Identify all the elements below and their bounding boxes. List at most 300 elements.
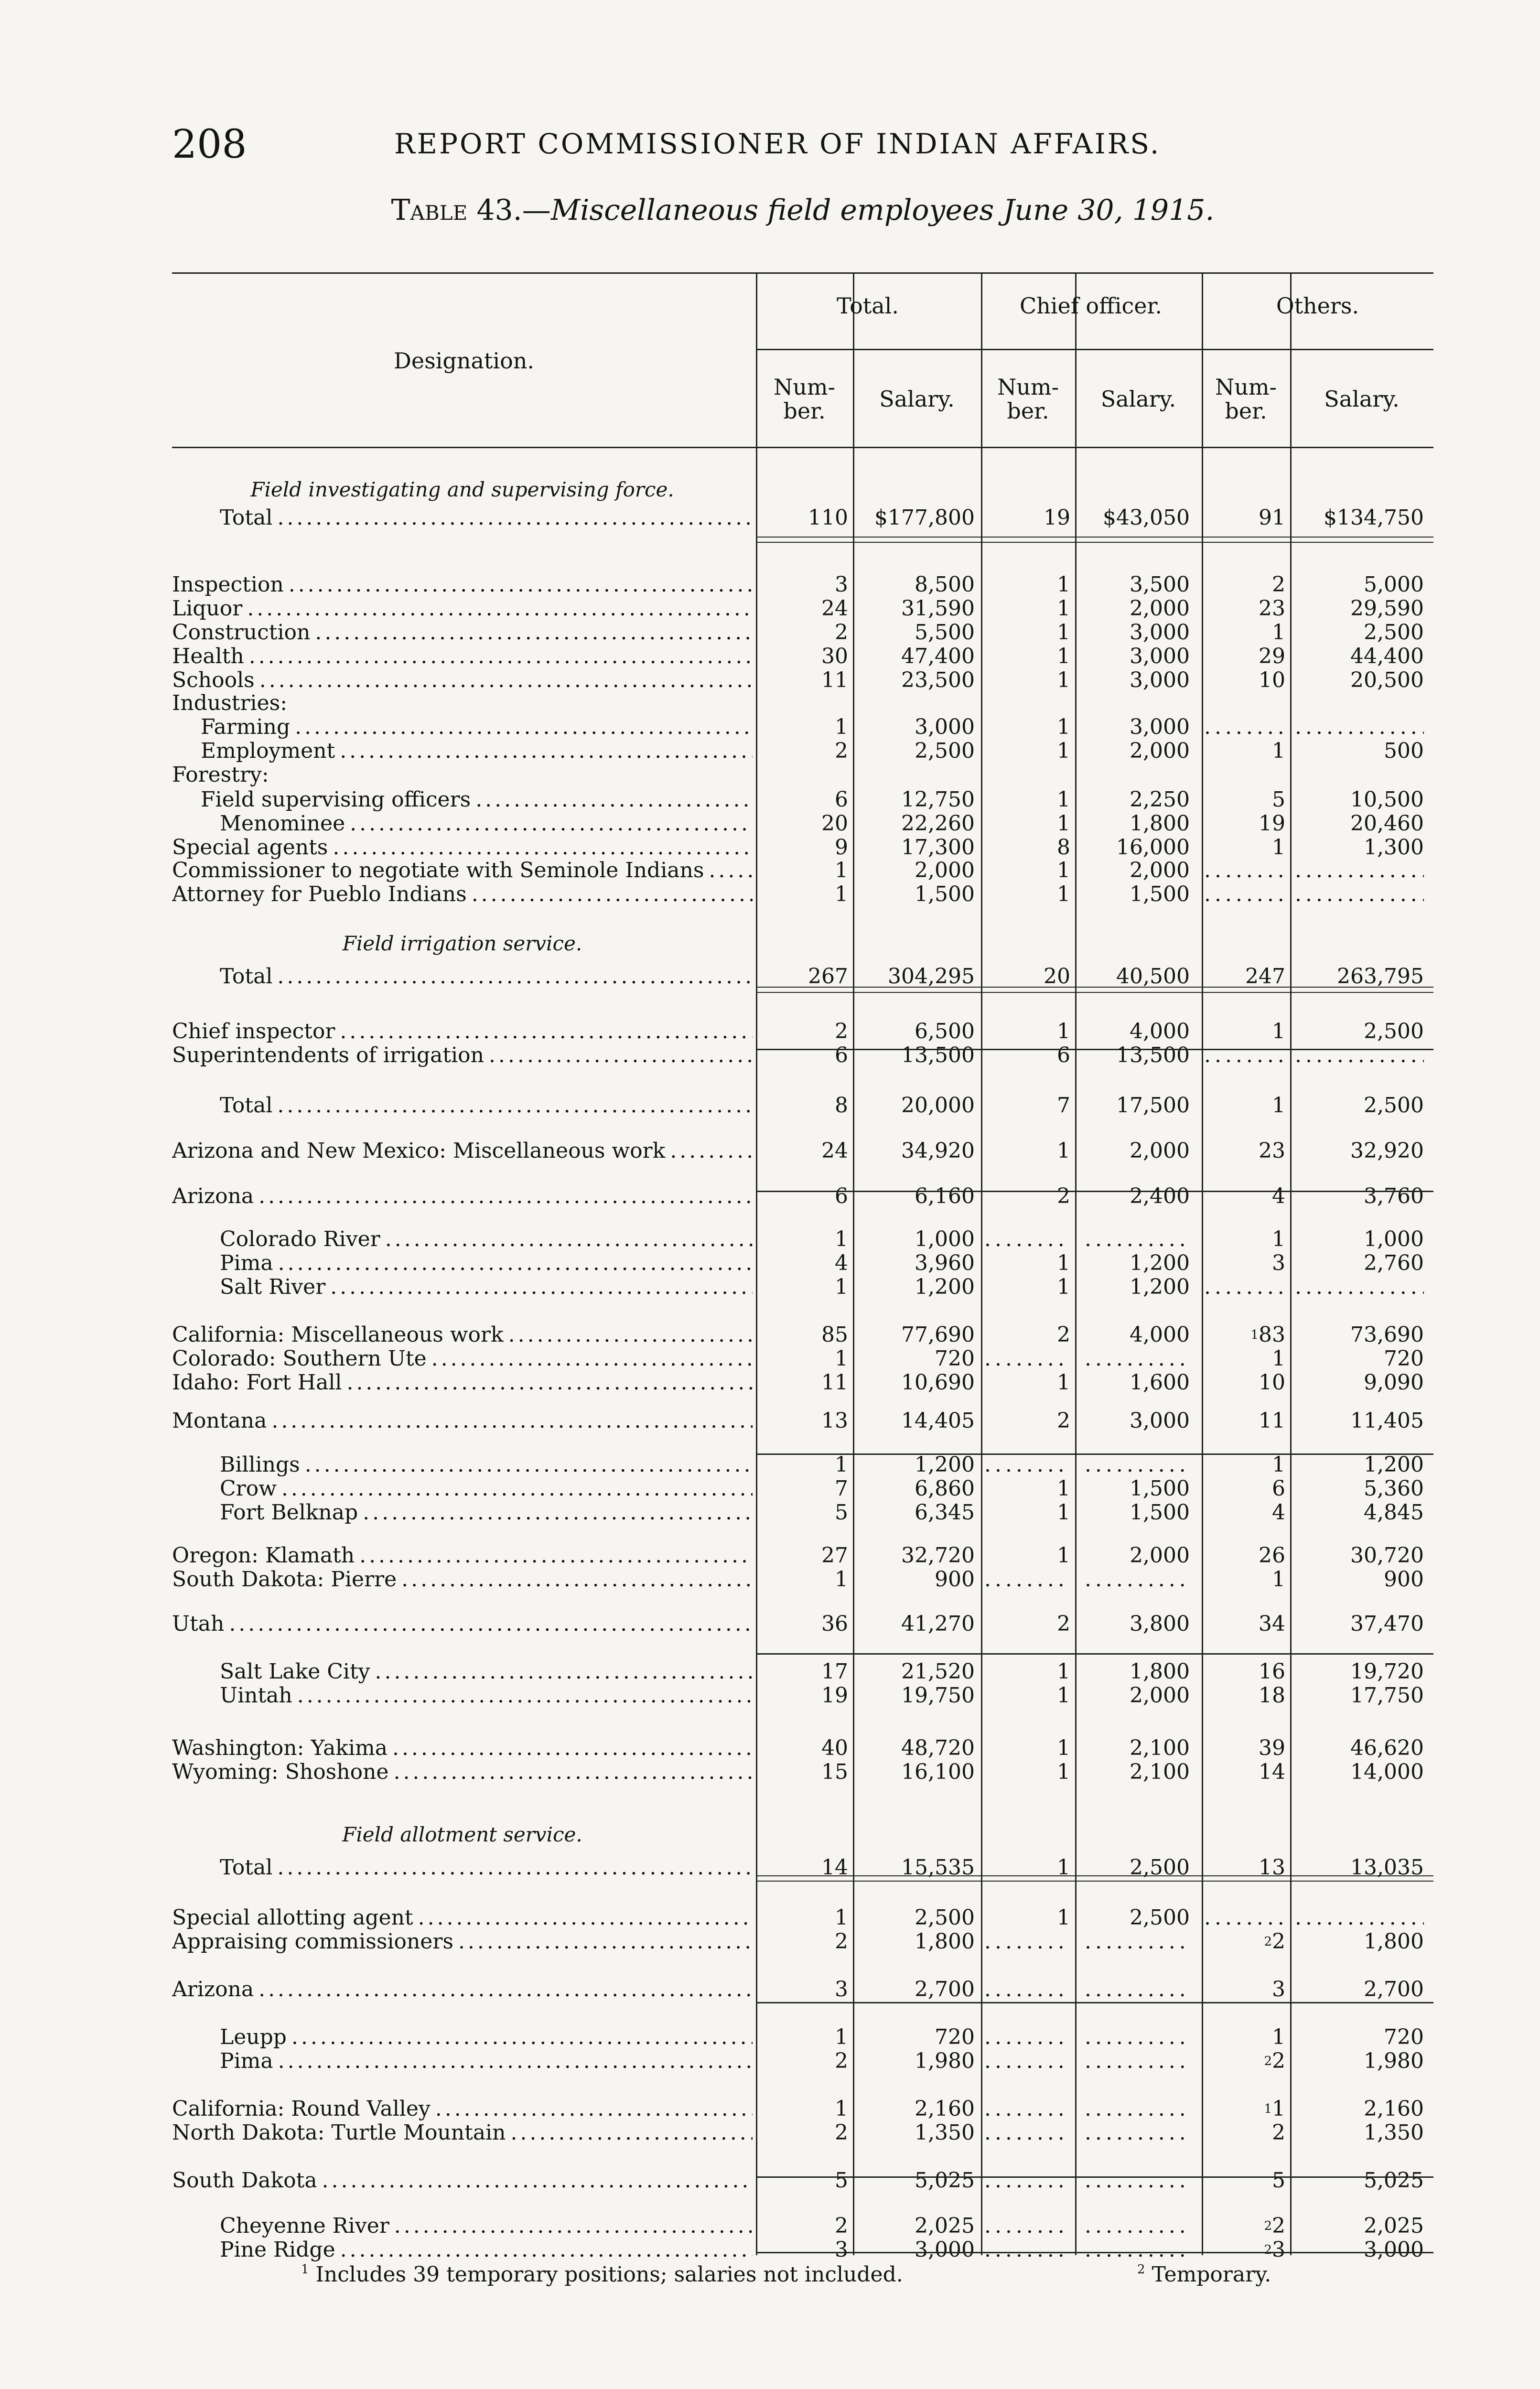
number-cell — [760, 1906, 848, 1929]
table-row — [172, 764, 1433, 786]
cell-value: 3,000 — [1364, 2238, 1424, 2262]
cell-value: 37,470 — [1350, 1612, 1424, 1636]
empty-cell-dots — [1295, 883, 1424, 906]
empty-cell-dots — [1085, 2050, 1190, 2073]
cell-value: 32,920 — [1350, 1139, 1424, 1163]
number-cell — [1204, 1930, 1285, 1953]
table-row — [172, 859, 1433, 882]
salary-cell — [1295, 669, 1424, 692]
cell-value: 44,400 — [1350, 644, 1424, 668]
cell-value: 83 — [1259, 1323, 1285, 1347]
designation-cell: Leupp . . . — [172, 2026, 753, 2049]
cell-value: 27 — [821, 1543, 848, 1568]
table-row — [172, 2238, 1433, 2261]
cell-value: $134,750 — [1324, 506, 1424, 530]
salary-cell — [1085, 1761, 1190, 1784]
table-row — [172, 2169, 1433, 2192]
number-cell — [984, 1761, 1070, 1784]
salary-cell — [860, 2121, 975, 2144]
designation-cell: South Dakota: Pierre . . . — [172, 1568, 753, 1591]
cell-value: 5 — [1272, 2168, 1285, 2193]
designation-cell: Liquor . . . — [172, 597, 753, 620]
cell-value: 34,920 — [901, 1139, 975, 1163]
cell-value: 3,500 — [1130, 572, 1190, 597]
empty-cell-dots — [1085, 1930, 1190, 1953]
table-row — [172, 812, 1433, 835]
table-row — [172, 1410, 1433, 1432]
number-cell — [984, 812, 1070, 835]
cell-value: $177,800 — [874, 506, 975, 530]
cell-value: 1 — [835, 715, 848, 739]
salary-cell — [860, 1568, 975, 1591]
cell-value: 1 — [835, 1275, 848, 1299]
empty-cell-dots — [1204, 883, 1285, 906]
cell-value: 5,025 — [1364, 2168, 1424, 2193]
table-row — [172, 573, 1433, 596]
cell-value: 2,500 — [1364, 620, 1424, 645]
cell-value: 720 — [935, 1346, 975, 1371]
number-cell — [1204, 1761, 1285, 1784]
number-cell — [1204, 1453, 1285, 1476]
cell-value: 2,500 — [915, 739, 975, 763]
empty-cell-dots — [1295, 716, 1424, 739]
table-row — [172, 1371, 1433, 1394]
salary-cell — [860, 965, 975, 988]
designation-cell: Pima . . . — [172, 1252, 753, 1275]
cell-value: 2 — [1057, 1612, 1070, 1636]
cell-value: 1 — [1057, 882, 1070, 906]
table-row — [172, 1477, 1433, 1500]
number-cell — [1204, 573, 1285, 596]
empty-cell-dots — [984, 1568, 1070, 1591]
cell-value: 2 — [835, 620, 848, 645]
cell-value: 2 — [1272, 572, 1285, 597]
cell-value: 2,000 — [1130, 739, 1190, 763]
cell-value: 10,690 — [901, 1370, 975, 1395]
empty-cell-dots — [1085, 2169, 1190, 2192]
cell-value: 4 — [1272, 1500, 1285, 1525]
salary-cell — [1085, 1044, 1190, 1067]
double-rule — [756, 1875, 1433, 1882]
footnote-2 — [1137, 2262, 1271, 2287]
cell-value: 8 — [835, 1093, 848, 1118]
cell-value: 2,700 — [915, 1977, 975, 2002]
number-cell — [1204, 1544, 1285, 1567]
number-cell — [984, 1324, 1070, 1346]
empty-cell-dots — [1085, 1347, 1190, 1370]
cell-value: 13 — [821, 1409, 848, 1433]
cell-value: 20,500 — [1350, 668, 1424, 692]
salary-cell — [860, 1501, 975, 1524]
salary-cell — [1295, 2026, 1424, 2049]
cell-value: 263,795 — [1337, 964, 1424, 989]
salary-cell — [860, 1453, 975, 1476]
cell-value: 6,500 — [915, 1019, 975, 1044]
number-cell — [1204, 2050, 1285, 2073]
table-row — [172, 1347, 1433, 1370]
cell-value: 2,160 — [915, 2097, 975, 2121]
header-rule — [756, 349, 1433, 350]
cell-value: 1 — [835, 1453, 848, 1477]
number-cell — [760, 597, 848, 620]
cell-value: 1,500 — [1130, 882, 1190, 906]
salary-cell — [1085, 1020, 1190, 1043]
group-rule — [756, 2002, 1433, 2003]
number-cell — [760, 1684, 848, 1707]
empty-cell-dots — [984, 2169, 1070, 2192]
cell-value: 247 — [1245, 964, 1285, 989]
table-row — [172, 1978, 1433, 2001]
salary-cell — [1085, 883, 1190, 906]
cell-value: 13,500 — [901, 1043, 975, 1067]
number-cell — [760, 1252, 848, 1275]
number-cell — [760, 836, 848, 859]
number-cell — [760, 716, 848, 739]
cell-value: 5,025 — [915, 2168, 975, 2193]
empty-cell-dots — [984, 2098, 1070, 2120]
cell-value: 1,800 — [1130, 1659, 1190, 1684]
number-cell — [760, 1410, 848, 1432]
table-row — [172, 1660, 1433, 1683]
cell-value: 1,300 — [1364, 835, 1424, 860]
cell-value: 3 — [1272, 1977, 1285, 2002]
cell-value: 3,760 — [1364, 1184, 1424, 1208]
cell-value: 19,720 — [1350, 1659, 1424, 1684]
cell-value: 3,000 — [1130, 668, 1190, 692]
cell-value: 47,400 — [901, 644, 975, 668]
salary-cell — [1295, 740, 1424, 763]
salary-cell — [1295, 1324, 1424, 1346]
table-label: Table 43.— — [391, 194, 551, 227]
cell-value: 10,500 — [1350, 787, 1424, 812]
cell-value: 30 — [821, 644, 848, 668]
salary-cell — [860, 1477, 975, 1500]
cell-value: 304,295 — [888, 964, 975, 989]
number-cell — [1204, 812, 1285, 835]
empty-cell-dots — [984, 2050, 1070, 2073]
table-row — [172, 669, 1433, 692]
empty-cell-dots — [1295, 1044, 1424, 1067]
table-caption: Miscellaneous field employees June 30, 1915. — [550, 194, 1215, 227]
cell-value: 2 — [1272, 1929, 1285, 1954]
salary-cell — [860, 1020, 975, 1043]
number-cell — [760, 573, 848, 596]
cell-value: 40 — [821, 1736, 848, 1760]
number-cell — [984, 1252, 1070, 1275]
designation-cell: Appraising commissioners . . . — [172, 1930, 753, 1953]
table-row — [172, 2121, 1433, 2144]
cell-value: 1 — [835, 1567, 848, 1592]
designation-cell: Washington: Yakima . . . — [172, 1737, 753, 1760]
designation-cell: Special allotting agent . . . — [172, 1906, 753, 1929]
designation-cell: Utah . . . — [172, 1613, 753, 1636]
salary-cell — [1295, 1347, 1424, 1370]
cell-value: 4,845 — [1364, 1500, 1424, 1525]
number-cell — [1204, 1477, 1285, 1500]
salary-cell — [860, 1371, 975, 1394]
number-cell — [1204, 669, 1285, 692]
cell-value: 1 — [1057, 1683, 1070, 1708]
salary-cell — [1085, 621, 1190, 644]
number-cell — [1204, 1020, 1285, 1043]
salary-cell — [1295, 1761, 1424, 1784]
number-cell — [1204, 2169, 1285, 2192]
footnote-mark: 2 — [1137, 2262, 1145, 2277]
cell-value: 2,500 — [1130, 1855, 1190, 1880]
cell-value: 2 — [1272, 2049, 1285, 2073]
table-row — [172, 883, 1433, 906]
cell-value: 1 — [835, 2097, 848, 2121]
cell-value: 1,200 — [1130, 1251, 1190, 1275]
cell-value: 3,000 — [1130, 620, 1190, 645]
number-cell — [760, 2121, 848, 2144]
number-cell — [984, 883, 1070, 906]
double-rule — [756, 537, 1433, 543]
table-bottom-rule — [756, 2252, 1433, 2253]
number-cell — [1204, 2026, 1285, 2049]
cell-value: 2,000 — [1130, 858, 1190, 882]
number-cell — [1204, 621, 1285, 644]
number-cell — [1204, 2121, 1285, 2144]
number-cell — [760, 1347, 848, 1370]
cell-value: 3 — [1272, 2238, 1285, 2262]
cell-value: 2,250 — [1130, 787, 1190, 812]
footnote-mark: 2 — [1264, 2054, 1272, 2068]
number-cell — [1204, 1347, 1285, 1370]
cell-value: 5 — [1272, 787, 1285, 812]
cell-value: 1,000 — [1364, 1227, 1424, 1251]
number-cell — [760, 1371, 848, 1394]
designation-cell: Field supervising officers . . . — [172, 788, 753, 811]
designation-cell: Cheyenne River . . . — [172, 2215, 753, 2238]
cell-value: 3 — [1272, 1251, 1285, 1275]
salary-cell — [860, 1930, 975, 1953]
cell-value: 1,500 — [1130, 1476, 1190, 1501]
cell-value: 5 — [835, 2168, 848, 2193]
cell-value: 1 — [835, 1227, 848, 1251]
cell-value: 13 — [1259, 1855, 1285, 1880]
cell-value: 1 — [1057, 1019, 1070, 1044]
salary-cell — [1085, 1140, 1190, 1162]
salary-cell — [860, 1347, 975, 1370]
designation-cell: Total . . . — [172, 506, 753, 529]
cell-value: 22,260 — [901, 811, 975, 836]
designation-cell: Salt River . . . — [172, 1276, 753, 1299]
cell-value: 1 — [1272, 1019, 1285, 1044]
designation-cell: Arizona and New Mexico: Miscellaneous work . . . — [172, 1140, 753, 1162]
cell-value: 2,000 — [1130, 1683, 1190, 1708]
cell-value: 900 — [935, 1567, 975, 1592]
salary-cell — [1295, 1660, 1424, 1683]
cell-value: 2,500 — [1364, 1019, 1424, 1044]
cell-value: 19,750 — [901, 1683, 975, 1708]
cell-value: 3,000 — [1130, 1409, 1190, 1433]
designation-cell: Oregon: Klamath . . . — [172, 1544, 753, 1567]
cell-value: 5,360 — [1364, 1476, 1424, 1501]
cell-value: 1 — [1272, 620, 1285, 645]
designation-cell: Total . . . — [172, 1856, 753, 1879]
cell-value: 1,800 — [1130, 811, 1190, 836]
number-cell — [760, 1613, 848, 1636]
cell-value: 6 — [835, 1184, 848, 1208]
salary-cell — [860, 2098, 975, 2120]
cell-value: 1 — [1272, 2097, 1285, 2121]
number-cell — [984, 1371, 1070, 1394]
number-cell — [760, 2169, 848, 2192]
salary-cell — [1295, 1371, 1424, 1394]
cell-value: 17,750 — [1350, 1683, 1424, 1708]
cell-value: 6,160 — [915, 1184, 975, 1208]
group-rule — [756, 1453, 1433, 1455]
group-rule — [756, 1653, 1433, 1655]
cell-value: 2,160 — [1364, 2097, 1424, 2121]
cell-value: 2,100 — [1130, 1736, 1190, 1760]
table-row — [172, 740, 1433, 763]
cell-value: 2,025 — [1364, 2214, 1424, 2238]
number-cell — [1204, 506, 1285, 529]
empty-cell-dots — [1085, 2026, 1190, 2049]
cell-value: 1 — [835, 2025, 848, 2049]
footnote-mark: 1 — [1250, 1328, 1259, 1342]
salary-cell — [1295, 621, 1424, 644]
designation-cell: Colorado River . . . — [172, 1228, 753, 1251]
table-row — [172, 1737, 1433, 1760]
salary-cell — [860, 1252, 975, 1275]
number-cell — [760, 1737, 848, 1760]
designation-cell: California: Round Valley . . . — [172, 2098, 753, 2120]
cell-value: 1 — [1057, 668, 1070, 692]
cell-value: 1 — [1057, 739, 1070, 763]
salary-cell — [1295, 1930, 1424, 1953]
cell-value: 1,200 — [915, 1275, 975, 1299]
number-cell — [760, 645, 848, 668]
salary-cell — [860, 812, 975, 835]
empty-cell-dots — [1295, 859, 1424, 882]
section-title: Field investigating and supervising force. — [250, 478, 674, 501]
number-cell — [984, 1684, 1070, 1707]
salary-cell — [1295, 836, 1424, 859]
footnote-mark: 2 — [1264, 1935, 1272, 1949]
table-row — [172, 1761, 1433, 1784]
salary-cell — [860, 1324, 975, 1346]
number-cell — [984, 1410, 1070, 1432]
number-cell — [984, 1660, 1070, 1683]
designation-cell: Crow . . . — [172, 1477, 753, 1500]
number-cell — [984, 965, 1070, 988]
designation-cell: Total . . . — [172, 1094, 753, 1117]
cell-value: 1,800 — [1364, 1929, 1424, 1954]
cell-value: 7 — [1057, 1093, 1070, 1118]
number-cell — [1204, 965, 1285, 988]
cell-value: 1 — [1272, 835, 1285, 860]
number-cell — [1204, 1660, 1285, 1683]
cell-value: 110 — [808, 506, 848, 530]
cell-value: 6 — [1272, 1476, 1285, 1501]
salary-cell — [860, 1684, 975, 1707]
table-row — [172, 788, 1433, 811]
number-cell — [760, 669, 848, 692]
empty-cell-dots — [984, 1347, 1070, 1370]
cell-value: 3,000 — [915, 2238, 975, 2262]
salary-cell — [1295, 645, 1424, 668]
cell-value: 1 — [1057, 1476, 1070, 1501]
salary-cell — [1085, 1477, 1190, 1500]
cell-value: 20 — [821, 811, 848, 836]
table-row — [172, 1613, 1433, 1636]
cell-value: 1 — [1057, 1251, 1070, 1275]
cell-value: 3,000 — [915, 715, 975, 739]
number-cell — [760, 1568, 848, 1591]
cell-value: 11,405 — [1350, 1409, 1424, 1433]
cell-value: 1 — [1057, 1736, 1070, 1760]
cell-value: 4 — [835, 1251, 848, 1275]
cell-value: 1 — [1057, 1500, 1070, 1525]
salary-cell — [1085, 716, 1190, 739]
cell-value: 1 — [1057, 620, 1070, 645]
empty-cell-dots — [1204, 1906, 1285, 1929]
number-cell — [760, 812, 848, 835]
header-salary: Salary. — [1324, 386, 1400, 412]
number-cell — [984, 1477, 1070, 1500]
salary-cell — [860, 621, 975, 644]
cell-value: 11 — [821, 1370, 848, 1395]
table-row — [172, 836, 1433, 859]
salary-cell — [860, 1410, 975, 1432]
salary-cell — [860, 2238, 975, 2261]
salary-cell — [1295, 1252, 1424, 1275]
number-cell — [760, 1140, 848, 1162]
table-row — [172, 692, 1433, 715]
cell-value: 20,000 — [901, 1093, 975, 1118]
header-chief-officer: Chief officer. — [1019, 293, 1163, 319]
salary-cell — [860, 1044, 975, 1067]
cell-value: 1,800 — [915, 1929, 975, 1954]
salary-cell — [1085, 1094, 1190, 1117]
salary-cell — [1295, 506, 1424, 529]
cell-value: 267 — [808, 964, 848, 989]
cell-value: 3 — [835, 2238, 848, 2262]
number-cell — [984, 1020, 1070, 1043]
cell-value: 6,345 — [915, 1500, 975, 1525]
cell-value: 19 — [1259, 811, 1285, 836]
cell-value: 9 — [835, 835, 848, 860]
cell-value: 2 — [1272, 2120, 1285, 2145]
table-row — [172, 1276, 1433, 1299]
cell-value: 1 — [1057, 596, 1070, 621]
salary-cell — [1295, 1684, 1424, 1707]
cell-value: 9,090 — [1364, 1370, 1424, 1395]
cell-value: 34 — [1259, 1612, 1285, 1636]
cell-value: 24 — [821, 596, 848, 621]
cell-value: 720 — [935, 2025, 975, 2049]
number-cell — [1204, 788, 1285, 811]
table-row — [172, 1544, 1433, 1567]
cell-value: 3,000 — [1130, 715, 1190, 739]
number-cell — [1204, 1228, 1285, 1251]
cell-value: 1 — [1272, 1346, 1285, 1371]
number-cell — [1204, 645, 1285, 668]
number-cell — [760, 1185, 848, 1208]
cell-value: 17,300 — [901, 835, 975, 860]
cell-value: 4,000 — [1130, 1323, 1190, 1347]
number-cell — [1204, 1371, 1285, 1394]
cell-value: 1 — [835, 882, 848, 906]
cell-value: 1,980 — [1364, 2049, 1424, 2073]
number-cell — [984, 573, 1070, 596]
cell-value: 3,960 — [915, 1251, 975, 1275]
number-cell — [984, 1276, 1070, 1299]
cell-value: 720 — [1384, 1346, 1424, 1371]
